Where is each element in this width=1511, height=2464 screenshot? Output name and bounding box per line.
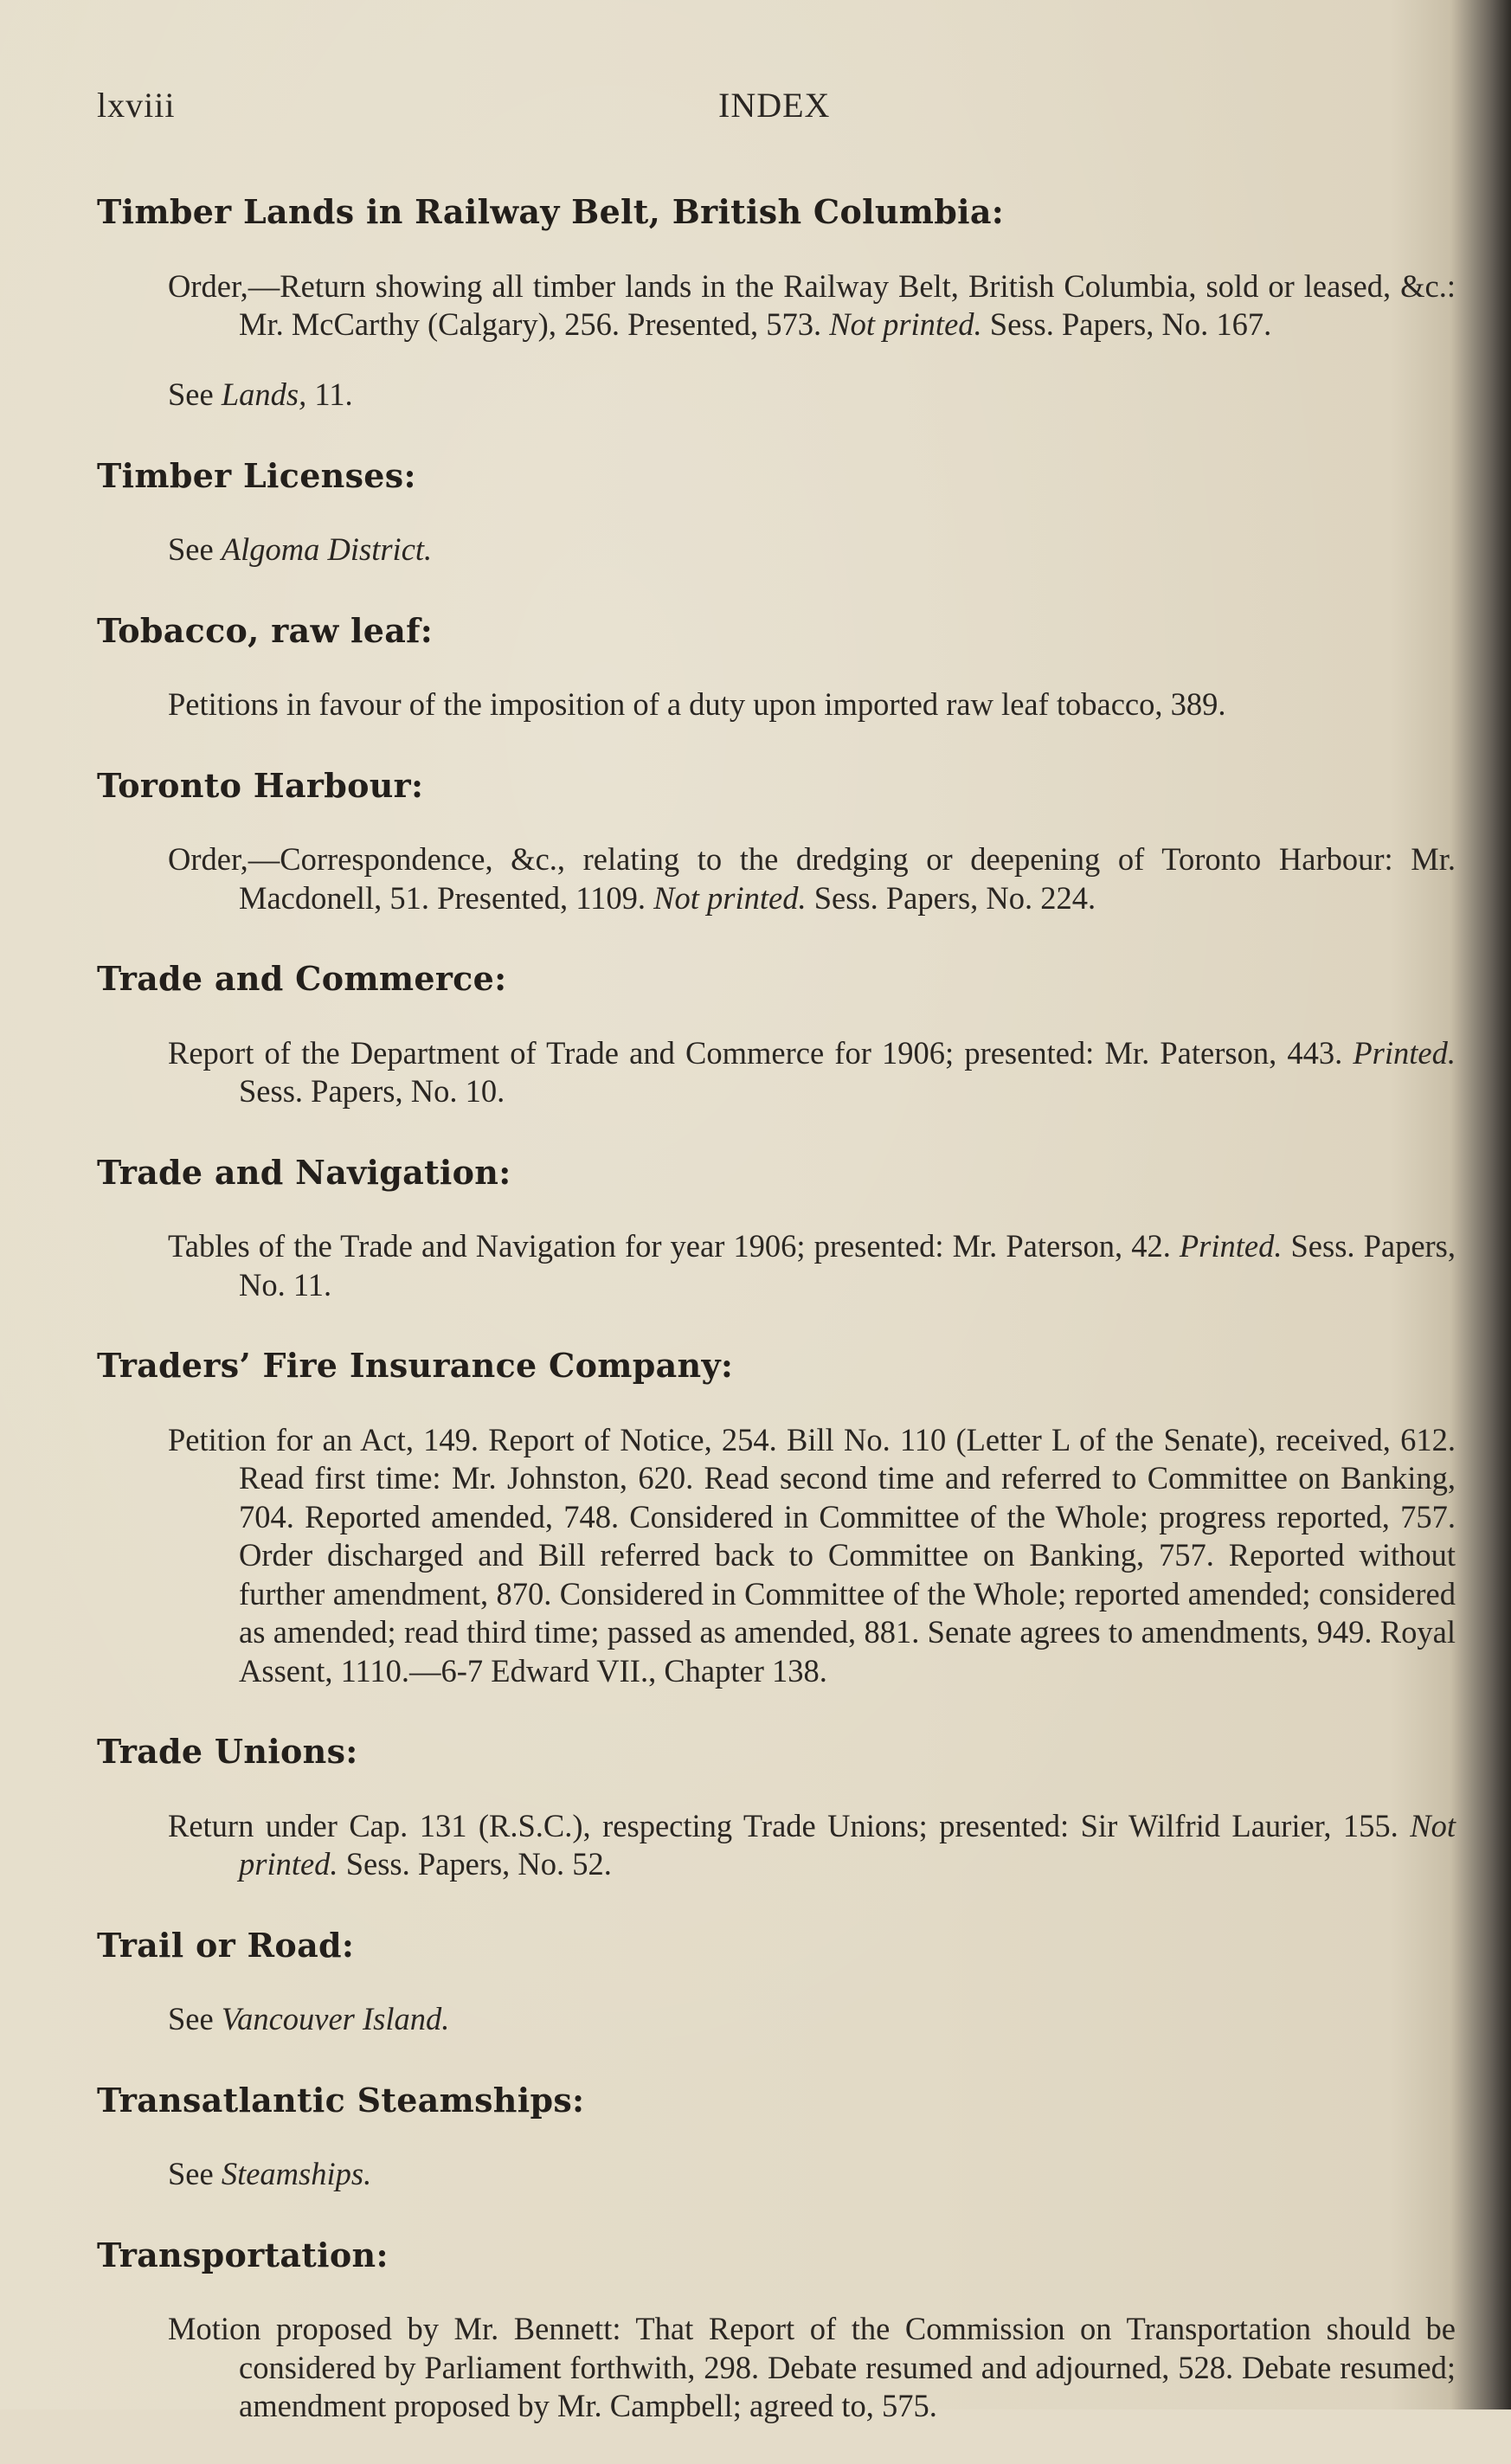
page-number: lxviii xyxy=(97,86,176,125)
entry-heading: Trade and Navigation: xyxy=(97,1152,511,1192)
entry-heading: Toronto Harbour: xyxy=(97,765,424,805)
entry-heading: Trade Unions: xyxy=(97,1732,358,1771)
entry-text: Order,—Correspondence, &c., relating to the dredging or deepening of Toronto Harbour: Mr. Macdonell, 51. Presented, 1109. Not printed. Sess. Papers, No. 224. xyxy=(168,841,1456,916)
index-entry xyxy=(97,1342,1456,1690)
index-entry xyxy=(97,2232,1456,2426)
see-reference: See Lands, 11. xyxy=(168,376,353,412)
entry-text: Order,—Return showing all timber lands in the Railway Belt, British Columbia, sold or leased, &c.: Mr. McCarthy (Calgary), 256. Presented, 573. Not printed. Sess. Papers, No. 167. xyxy=(168,267,1456,342)
index-entry xyxy=(97,1922,1456,2039)
entry-heading: Transatlantic Steamships: xyxy=(97,2080,585,2120)
see-reference: See Vancouver Island. xyxy=(168,2001,450,2036)
index-entry xyxy=(97,608,1456,724)
entry-heading: Timber Lands in Railway Belt, British Columbia: xyxy=(97,192,1005,231)
entry-heading: Tobacco, raw leaf: xyxy=(97,610,434,650)
entry-heading: Timber Licenses: xyxy=(97,455,416,495)
index-entry xyxy=(97,762,1456,918)
entry-heading: Trade and Commerce: xyxy=(97,959,507,998)
entry-heading: Trail or Road: xyxy=(97,1925,355,1965)
index-entries xyxy=(97,189,1456,2464)
index-entry xyxy=(97,189,1456,415)
entry-text: Report of the Department of Trade and Commerce for 1906; presented: Mr. Paterson, 443. Printed. Sess. Papers, No. 10. xyxy=(168,1034,1456,1109)
entry-text: Petitions in favour of the imposition of a duty upon imported raw leaf tobacco, 389. xyxy=(168,686,1226,722)
index-entry xyxy=(97,955,1456,1111)
index-entry xyxy=(97,1728,1456,1884)
running-title: INDEX xyxy=(718,86,831,125)
see-reference: See Steamships. xyxy=(168,2156,372,2191)
index-entry xyxy=(97,2077,1456,2194)
entry-heading: Traders’ Fire Insurance Company: xyxy=(97,1346,734,1385)
see-reference: See Algoma District. xyxy=(168,531,433,567)
entry-text: Petition for an Act, 149. Report of Notice, 254. Bill No. 110 (Letter L of the Senate), received, 612. Read first time: Mr. Johnston, 620. Read second time and referred to Committee on Banking, 704. Reported amended, 748. Considered in Committee of the Whole; progress reported, 757. Order discharged and Bill referred back to Committee on Banking, 757. Reported without further amendment, 870. Considered in Committee of the Whole; reported amended; considered as amended; read third time; passed as amended, 881. Senate agrees to amendments, 949. Royal Assent, 1110.—6-7 Edward VII., Chapter 138. xyxy=(168,1421,1456,1689)
entry-text: Tables of the Trade and Navigation for year 1906; presented: Mr. Paterson, 42. Printed. Sess. Papers, No. 11. xyxy=(168,1228,1456,1303)
index-entry xyxy=(97,453,1456,569)
entry-text: Return under Cap. 131 (R.S.C.), respecting Trade Unions; presented: Sir Wilfrid Laurier, 155. Not printed. Sess. Papers, No. 52. xyxy=(168,1807,1456,1882)
page-header xyxy=(97,85,1447,137)
entry-text: Motion proposed by Mr. Bennett: That Report of the Commission on Transportation should be considered by Parliament forthwith, 298. Debate resumed and adjourned, 528. Debate resumed; amendment proposed by Mr. Campbell; agreed to, 575. xyxy=(168,2311,1456,2423)
entry-heading: Transportation: xyxy=(97,2235,389,2274)
index-entry xyxy=(97,1149,1456,1305)
